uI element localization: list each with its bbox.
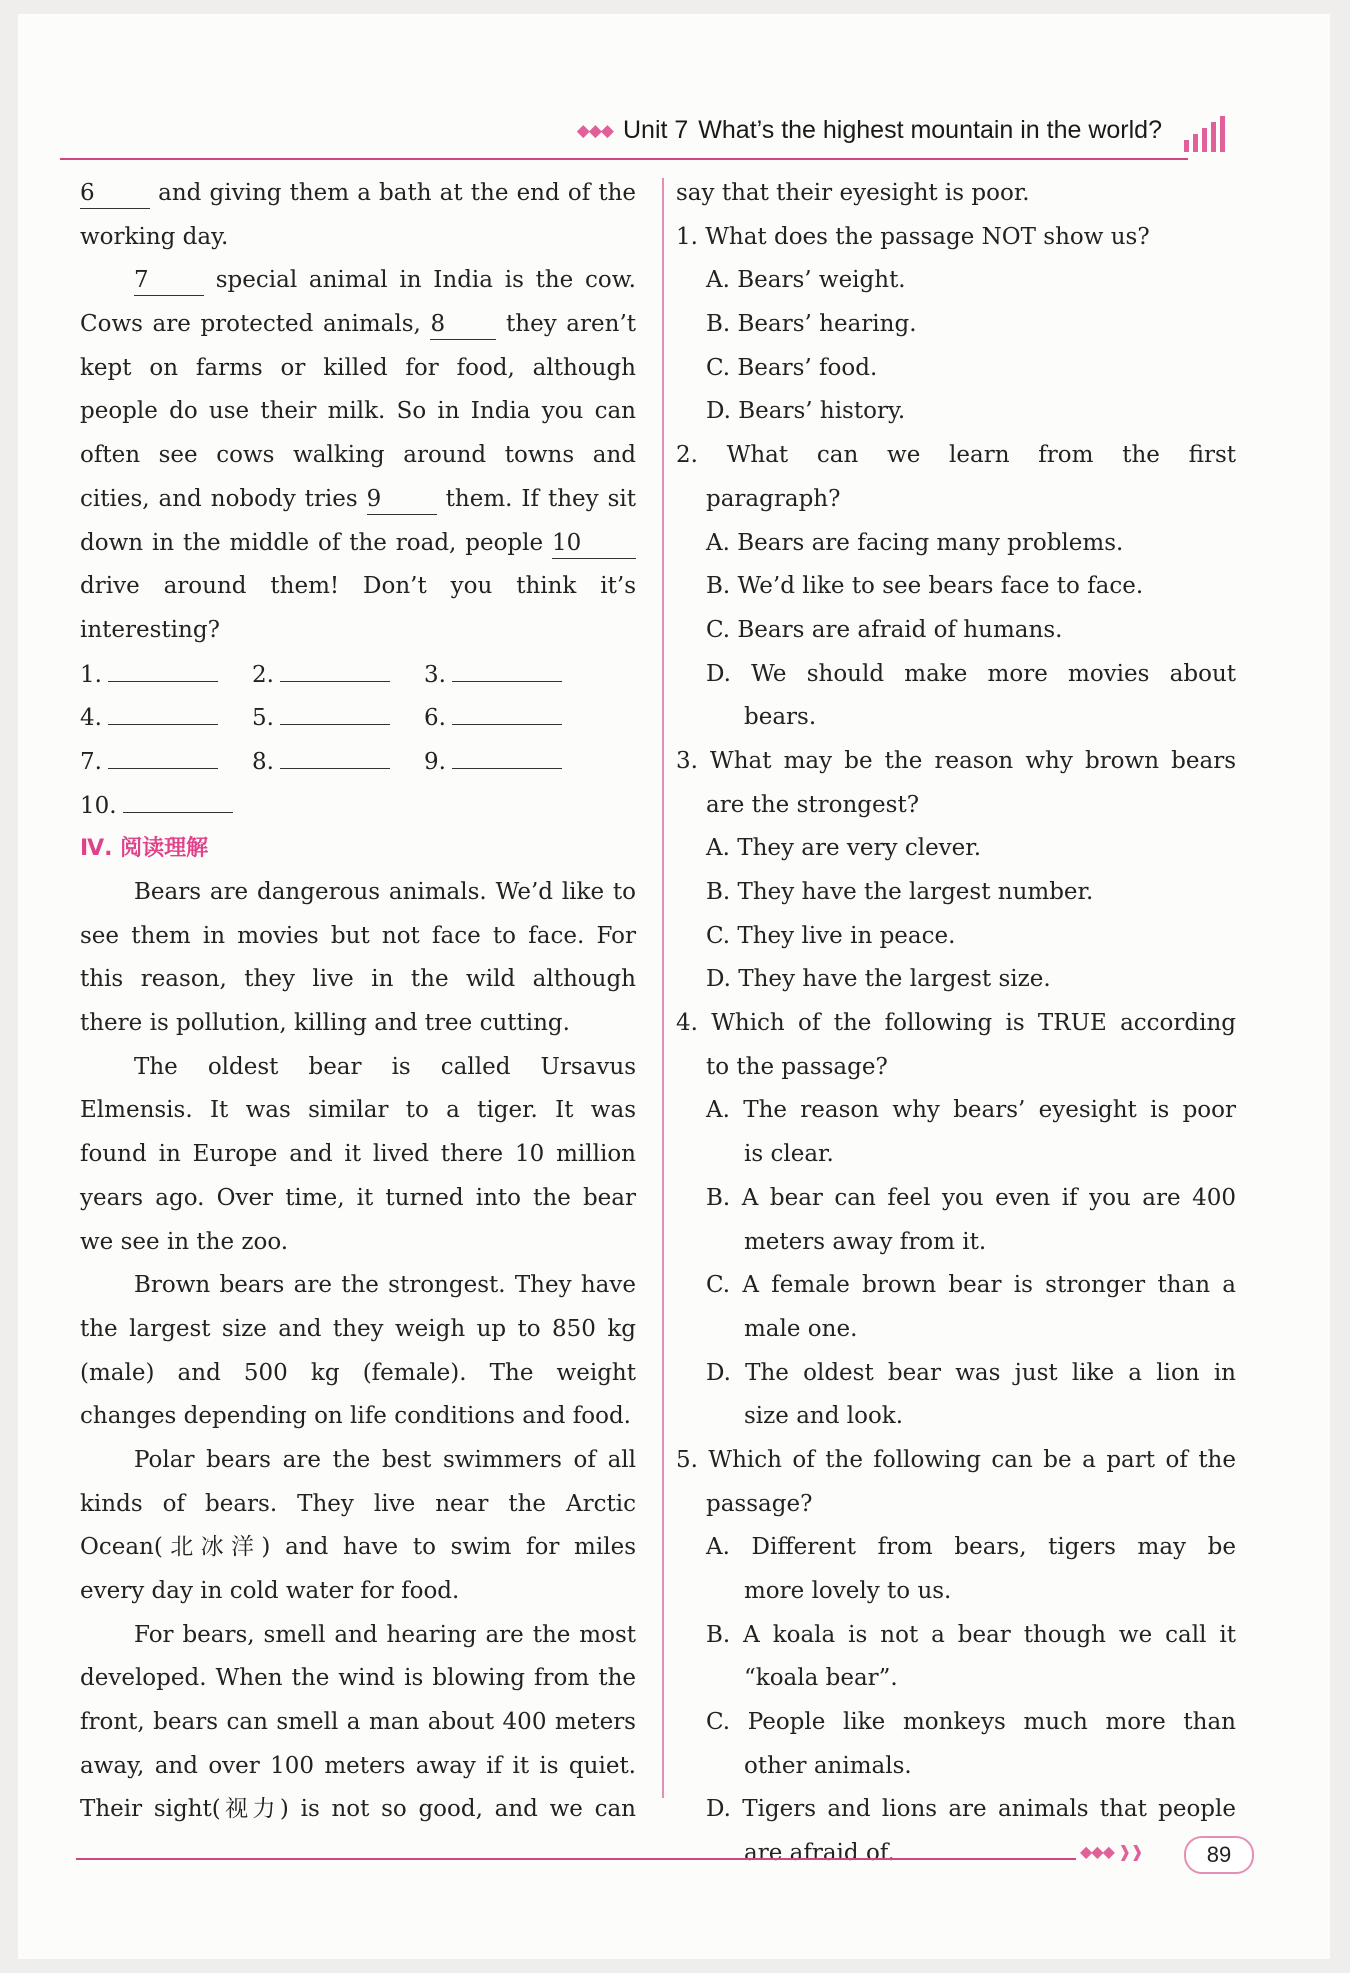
passage-line: Polar bears are the best swimmers of all <box>134 1446 636 1473</box>
option: D. Tigers and lions are animals that people <box>706 1796 1236 1823</box>
cloze-line: drive around them! Don’t you think it’s <box>80 573 636 600</box>
passage-line: there is pollution, killing and tree cutting. <box>80 1010 570 1037</box>
passage-line: we see in the zoo. <box>80 1228 289 1255</box>
blank-6: 6 <box>80 178 150 209</box>
question-5: 5. Which of the following can be a part of the <box>676 1446 1236 1473</box>
blank-8: 8 <box>430 309 496 340</box>
cloze-line: 7 special animal in India is the cow. <box>80 259 636 303</box>
option: B. We’d like to see bears face to face. <box>706 573 1144 600</box>
answer-blank-6[interactable] <box>452 696 562 725</box>
passage-line: developed. When the wind is blowing from the <box>80 1665 636 1692</box>
option-cont: bears. <box>744 704 817 731</box>
signal-bars-icon <box>1182 114 1228 154</box>
option-cont: more lovely to us. <box>744 1578 952 1604</box>
option-cont: is clear. <box>744 1141 834 1168</box>
section-title: Ⅳ. 阅读理解 <box>80 836 209 862</box>
passage-line: Elmensis. It was similar to a tiger. It was <box>80 1097 636 1124</box>
option: C. Bears’ food. <box>706 354 878 381</box>
question-cont: are the strongest? <box>706 791 920 818</box>
blank-7: 7 <box>134 265 204 296</box>
unit-label: Unit 7 <box>622 116 689 144</box>
option: D. We should make more movies about <box>706 660 1236 687</box>
answer-row: 7. 8. 9. <box>80 740 636 784</box>
answer-blank-10[interactable] <box>123 784 233 813</box>
passage-line: see them in movies but not face to face. For <box>80 922 636 949</box>
option: C. People like monkeys much more than <box>706 1709 1236 1736</box>
answer-blank-9[interactable] <box>452 740 562 769</box>
answer-row: 1. 2. 3. <box>80 653 636 697</box>
option: C. A female brown bear is stronger than a <box>706 1272 1236 1299</box>
passage-line: For bears, smell and hearing are the most <box>134 1621 636 1648</box>
option-cont: “koala bear”. <box>744 1665 898 1692</box>
question-cont: paragraph? <box>706 485 841 512</box>
left-column <box>80 172 636 1832</box>
option: B. Bears’ hearing. <box>706 311 917 338</box>
question-2: 2. What can we learn from the first <box>676 442 1236 469</box>
answer-blank-8[interactable] <box>280 740 390 769</box>
passage-line: Their sight(视力) is not so good, and we can <box>80 1796 636 1823</box>
cloze-line: often see cows walking around towns and <box>80 442 636 469</box>
option: A. Different from bears, tigers may be <box>706 1534 1236 1561</box>
passage-line: the largest size and they weigh up to 850 kg <box>80 1315 636 1342</box>
blank-9: 9 <box>367 484 437 515</box>
diamonds-icon: ◆◆◆ ❱❱ <box>1080 1842 1143 1861</box>
column-divider <box>662 178 664 1798</box>
footer-rule <box>76 1858 1076 1860</box>
option-cont: other animals. <box>744 1752 912 1779</box>
cloze-line: working day. <box>80 223 229 250</box>
passage-line: changes depending on life conditions and food. <box>80 1403 631 1430</box>
passage-line: Brown bears are the strongest. They have <box>134 1272 636 1299</box>
option: B. A koala is not a bear though we call it <box>706 1621 1236 1648</box>
passage-line: Bears are dangerous animals. We’d like to <box>134 879 636 905</box>
answer-row: 10. <box>80 784 636 828</box>
option-cont: size and look. <box>744 1403 904 1430</box>
option: A. The reason why bears’ eyesight is poor <box>706 1097 1236 1124</box>
passage-line: found in Europe and it lived there 10 million <box>80 1141 636 1168</box>
option: D. The oldest bear was just like a lion in <box>706 1359 1236 1386</box>
answer-blank-2[interactable] <box>280 653 390 682</box>
question-4: 4. Which of the following is TRUE according <box>676 1010 1236 1037</box>
option: A. They are very clever. <box>706 835 982 862</box>
page-header <box>60 112 1228 160</box>
passage-line: Ocean(北冰洋) and have to swim for miles <box>80 1534 636 1561</box>
passage-line: front, bears can smell a man about 400 meters <box>80 1709 636 1736</box>
diamonds-icon: ◆◆◆ <box>576 120 613 140</box>
passage-line: (male) and 500 kg (female). The weight <box>80 1359 636 1386</box>
cloze-line: Cows are protected animals, 8 they aren’t <box>80 303 636 347</box>
option: D. Bears’ history. <box>706 398 906 425</box>
option: A. Bears’ weight. <box>706 267 906 294</box>
passage-line: The oldest bear is called Ursavus <box>134 1053 636 1080</box>
question-cont: passage? <box>706 1490 813 1517</box>
cloze-line: interesting? <box>80 616 220 643</box>
passage-line: this reason, they live in the wild although <box>80 966 636 993</box>
option: C. Bears are afraid of humans. <box>706 616 1063 643</box>
question-cont: to the passage? <box>706 1053 888 1080</box>
page-footer <box>76 1836 1236 1876</box>
header-rule <box>60 158 1188 160</box>
passage-line: years ago. Over time, it turned into the bear <box>80 1184 636 1211</box>
header-title <box>577 116 1162 145</box>
page-number: 89 <box>1184 1836 1254 1874</box>
question-1: 1. What does the passage NOT show us? <box>676 223 1150 250</box>
passage-line: say that their eyesight is poor. <box>676 180 1030 206</box>
option: B. A bear can feel you even if you are 400 <box>706 1184 1236 1211</box>
passage-line: kinds of bears. They live near the Arctic <box>80 1490 636 1517</box>
option-cont: male one. <box>744 1315 858 1342</box>
answer-blank-7[interactable] <box>108 740 218 769</box>
answer-blank-1[interactable] <box>108 653 218 682</box>
cloze-line: cities, and nobody tries 9 them. If they sit <box>80 478 636 522</box>
option: B. They have the largest number. <box>706 879 1094 905</box>
option-cont: meters away from it. <box>744 1228 987 1255</box>
unit-title: What’s the highest mountain in the world? <box>698 116 1162 144</box>
answer-blank-5[interactable] <box>280 696 390 725</box>
passage-line: away, and over 100 meters away if it is quiet. <box>80 1752 636 1779</box>
option: C. They live in peace. <box>706 922 956 949</box>
answer-row: 4. 5. 6. <box>80 696 636 740</box>
cloze-line: people do use their milk. So in India you can <box>80 398 636 425</box>
right-column <box>676 172 1236 1876</box>
cloze-line: 6 and giving them a bath at the end of the <box>80 172 636 216</box>
answer-blank-3[interactable] <box>452 653 562 682</box>
question-3: 3. What may be the reason why brown bears <box>676 747 1236 774</box>
cloze-line: down in the middle of the road, people 10 <box>80 522 636 566</box>
option-cont: are afraid of. <box>744 1840 895 1867</box>
option: A. Bears are facing many problems. <box>706 529 1124 556</box>
answer-blank-4[interactable] <box>108 696 218 725</box>
passage-line: every day in cold water for food. <box>80 1578 460 1604</box>
option: D. They have the largest size. <box>706 966 1051 993</box>
blank-10: 10 <box>552 528 636 559</box>
cloze-line: kept on farms or killed for food, although <box>80 354 636 381</box>
